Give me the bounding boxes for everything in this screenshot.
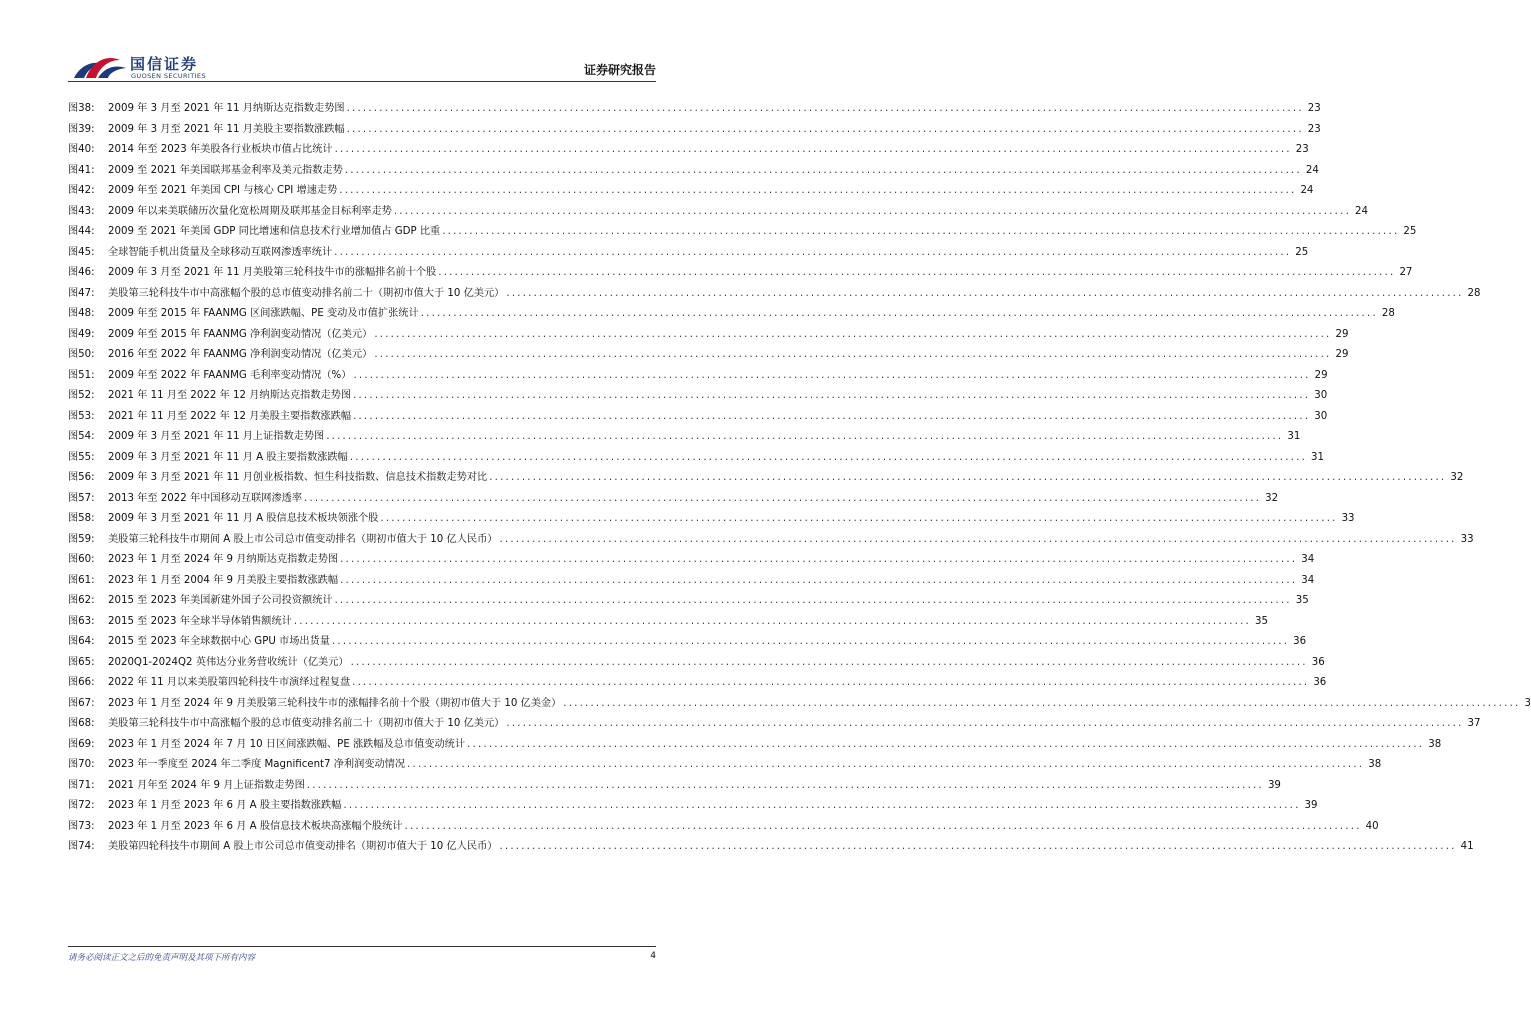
figure-page-number: 38 xyxy=(1368,759,1382,770)
figure-number: 图42: xyxy=(68,185,95,196)
toc-entry[interactable] xyxy=(68,694,1531,715)
dot-leader xyxy=(353,366,1310,387)
toc-entry[interactable] xyxy=(68,653,1325,674)
toc-entry[interactable] xyxy=(68,817,1379,838)
figure-number: 图65: xyxy=(68,656,95,668)
header-divider xyxy=(68,81,656,82)
figure-title: 2023 年 1 月至 2024 年 7 月 10 日区间涨跌幅、PE 涨跌幅及总市值变动统计 xyxy=(108,738,466,750)
figure-number: 图57: xyxy=(68,492,95,504)
logo-text-en: GUOSEN SECURITIES xyxy=(131,72,206,80)
figure-title: 2009 年 3 月至 2021 年 11 月上证指数走势图 xyxy=(108,431,325,442)
toc-entry[interactable] xyxy=(68,509,1355,530)
figure-number: 图67: xyxy=(68,697,95,709)
toc-entry[interactable] xyxy=(68,263,1413,284)
figure-number: 图46: xyxy=(68,267,95,278)
figure-title: 2023 年 1 月至 2023 年 6 月 A 股信息技术板块高涨幅个股统计 xyxy=(108,820,403,832)
toc-entry[interactable] xyxy=(68,222,1417,243)
figure-number: 图61: xyxy=(68,574,95,586)
dot-leader xyxy=(374,345,1331,366)
figure-title: 2020Q1-2024Q2 英伟达分业务营收统计（亿美元） xyxy=(108,656,349,668)
figure-page-number: 40 xyxy=(1365,820,1379,832)
toc-entry[interactable] xyxy=(68,202,1368,223)
figure-page-number: 32 xyxy=(1265,492,1279,504)
toc-entry[interactable] xyxy=(68,99,1321,120)
figure-title: 2021 月年至 2024 年 9 月上证指数走势图 xyxy=(108,779,305,791)
dot-leader xyxy=(438,263,1395,284)
figure-page-number: 29 xyxy=(1314,369,1328,381)
footer-disclaimer: 请务必阅读正文之后的免责声明及其项下所有内容 xyxy=(68,953,256,963)
figure-title: 2013 年至 2022 年中国移动互联网渗透率 xyxy=(108,492,303,504)
dot-leader xyxy=(332,632,1289,653)
figure-page-number: 36 xyxy=(1313,677,1327,688)
toc-entry[interactable] xyxy=(68,796,1318,817)
dot-leader xyxy=(499,837,1456,858)
figure-number: 图45: xyxy=(68,246,95,258)
figure-number: 图66: xyxy=(68,677,95,688)
toc-entry[interactable] xyxy=(68,140,1309,161)
dot-leader xyxy=(340,571,1297,592)
figure-page-number: 38 xyxy=(1428,738,1442,750)
figure-title: 2009 年以来美联储历次量化宽松周期及联邦基金目标利率走势 xyxy=(108,205,392,217)
figure-number: 图73: xyxy=(68,820,95,832)
figure-number: 图60: xyxy=(68,554,95,565)
toc-entry[interactable] xyxy=(68,673,1327,694)
figure-number: 图44: xyxy=(68,226,95,237)
toc-entry[interactable] xyxy=(68,550,1315,571)
toc-entry[interactable] xyxy=(68,345,1349,366)
dot-leader xyxy=(335,591,1292,612)
figure-number: 图74: xyxy=(68,841,95,852)
figure-title: 美股第四轮科技牛市期间 A 股上市公司总市值变动排名（期初市值大于 10 亿人民币） xyxy=(108,841,498,852)
dot-leader xyxy=(380,509,1337,530)
figure-number: 图48: xyxy=(68,308,95,319)
figure-title: 2023 年 1 月至 2024 年 9 月纳斯达克指数走势图 xyxy=(108,554,339,565)
dot-leader xyxy=(467,735,1424,756)
figure-title: 美股第三轮科技牛市期间 A 股上市公司总市值变动排名（期初市值大于 10 亿人民币） xyxy=(108,533,498,545)
figure-page-number: 25 xyxy=(1295,246,1309,258)
dot-leader xyxy=(343,796,1300,817)
figure-title: 2009 年 3 月至 2021 年 11 月纳斯达克指数走势图 xyxy=(108,103,345,114)
figure-page-number: 31 xyxy=(1287,431,1301,442)
figure-page-number: 27 xyxy=(1399,267,1413,278)
figure-number: 图43: xyxy=(68,205,95,217)
dot-leader xyxy=(335,140,1292,161)
dot-leader xyxy=(563,694,1520,715)
figure-title: 2021 年 11 月至 2022 年 12 月美股主要指数涨跌幅 xyxy=(108,410,352,422)
figure-page-number: 32 xyxy=(1450,472,1464,483)
figure-number: 图71: xyxy=(68,779,95,791)
figure-page-number: 31 xyxy=(1311,451,1324,463)
figure-number: 图49: xyxy=(68,328,95,340)
dot-leader xyxy=(489,468,1446,489)
toc-entry[interactable] xyxy=(68,530,1474,551)
dot-leader xyxy=(347,120,1304,141)
figure-page-number: 39 xyxy=(1304,800,1318,811)
toc-entry[interactable] xyxy=(68,612,1268,633)
figure-page-number: 33 xyxy=(1341,513,1355,524)
toc-entry[interactable] xyxy=(68,837,1474,858)
toc-entry[interactable] xyxy=(68,755,1382,776)
footer-divider xyxy=(68,946,656,947)
page-number: 4 xyxy=(650,951,656,961)
figure-number: 图50: xyxy=(68,349,95,360)
figure-number: 图39: xyxy=(68,123,95,135)
figure-title: 2022 年 11 月以来美股第四轮科技牛市演绎过程复盘 xyxy=(108,677,351,688)
toc-entry[interactable] xyxy=(68,325,1349,346)
toc-entry[interactable] xyxy=(68,120,1321,141)
dot-leader xyxy=(352,673,1309,694)
dot-leader xyxy=(350,448,1307,469)
figure-page-number: 23 xyxy=(1295,144,1309,155)
figure-title: 2009 年 3 月至 2021 年 11 月 A 股信息技术板块领涨个股 xyxy=(108,513,379,524)
dot-leader xyxy=(351,653,1308,674)
figure-page-number: 35 xyxy=(1254,615,1268,627)
figure-title: 2009 年 3 月至 2021 年 11 月美股第三轮科技牛市的涨幅排名前十个股 xyxy=(108,267,437,278)
toc-entry[interactable] xyxy=(68,243,1309,264)
figure-title: 2009 年至 2022 年 FAANMG 毛利率变动情况（%） xyxy=(108,369,352,381)
guosen-logo-icon xyxy=(70,50,130,84)
dot-leader xyxy=(339,181,1296,202)
dot-leader xyxy=(326,427,1283,448)
figure-title: 2023 年一季度至 2024 年二季度 Magnificent7 净利润变动情况 xyxy=(108,759,406,770)
figure-title: 2015 至 2023 年全球数据中心 GPU 市场出货量 xyxy=(108,636,330,647)
figure-number: 图53: xyxy=(68,410,95,422)
report-type-label: 证券研究报告 xyxy=(583,63,656,77)
figure-title: 2009 年 3 月至 2021 年 11 月 A 股主要指数涨跌幅 xyxy=(108,451,348,463)
toc-entry[interactable] xyxy=(68,714,1481,735)
figure-number: 图40: xyxy=(68,144,95,155)
figure-page-number: 3 xyxy=(1524,697,1531,709)
dot-leader xyxy=(345,161,1302,182)
toc-entry[interactable] xyxy=(68,776,1281,797)
figure-number: 图52: xyxy=(68,390,95,401)
figure-title: 美股第三轮科技牛市中高涨幅个股的总市值变动排名前二十（期初市值大于 10 亿美元） xyxy=(108,718,505,729)
figure-number: 图54: xyxy=(68,431,95,442)
figure-title: 2014 年至 2023 年美股各行业板块市值占比统计 xyxy=(108,144,333,155)
figure-number: 图68: xyxy=(68,718,95,729)
toc-entry[interactable] xyxy=(68,181,1314,202)
toc-entry[interactable] xyxy=(68,427,1301,448)
figure-title: 2009 年 3 月至 2021 年 11 月美股主要指数涨跌幅 xyxy=(108,123,345,135)
figure-index-list xyxy=(68,99,1531,858)
dot-leader xyxy=(340,550,1297,571)
figure-title: 2023 年 1 月至 2004 年 9 月美股主要指数涨跌幅 xyxy=(108,574,339,586)
dot-leader xyxy=(421,304,1378,325)
dot-leader xyxy=(307,776,1264,797)
figure-page-number: 29 xyxy=(1335,328,1349,340)
toc-entry[interactable] xyxy=(68,468,1464,489)
figure-number: 图70: xyxy=(68,759,95,770)
figure-page-number: 37 xyxy=(1467,718,1481,729)
figure-number: 图64: xyxy=(68,636,95,647)
figure-page-number: 41 xyxy=(1460,841,1474,852)
figure-title: 2009 至 2021 年美国联邦基金利率及美元指数走势 xyxy=(108,164,343,176)
figure-page-number: 28 xyxy=(1381,308,1395,319)
figure-number: 图63: xyxy=(68,615,95,627)
figure-number: 图58: xyxy=(68,513,95,524)
dot-leader xyxy=(374,325,1331,346)
figure-title: 2009 年至 2015 年 FAANMG 区间涨跌幅、PE 变动及市值扩张统计 xyxy=(108,308,419,319)
figure-title: 2023 年 1 月至 2024 年 9 月美股第三轮科技牛市的涨幅排名前十个股（期初市值大于 10 亿美金） xyxy=(108,697,562,709)
figure-page-number: 23 xyxy=(1307,123,1321,135)
dot-leader xyxy=(334,243,1291,264)
toc-entry[interactable] xyxy=(68,304,1395,325)
figure-title: 全球智能手机出货量及全球移动互联网渗透率统计 xyxy=(108,246,333,258)
toc-entry[interactable] xyxy=(68,386,1328,407)
figure-number: 图55: xyxy=(68,451,95,463)
dot-leader xyxy=(353,407,1310,428)
figure-title: 2009 年至 2015 年 FAANMG 净利润变动情况（亿美元） xyxy=(108,328,373,340)
figure-page-number: 24 xyxy=(1305,164,1319,176)
dot-leader xyxy=(347,99,1304,120)
figure-page-number: 39 xyxy=(1267,779,1281,791)
figure-page-number: 36 xyxy=(1293,636,1307,647)
toc-entry[interactable] xyxy=(68,448,1324,469)
figure-page-number: 23 xyxy=(1307,103,1321,114)
figure-number: 图56: xyxy=(68,472,95,483)
figure-number: 图38: xyxy=(68,103,95,114)
figure-page-number: 33 xyxy=(1460,533,1474,545)
guosen-logo xyxy=(70,50,205,84)
toc-entry[interactable] xyxy=(68,632,1307,653)
toc-entry[interactable] xyxy=(68,366,1328,387)
dot-leader xyxy=(394,202,1351,223)
figure-page-number: 24 xyxy=(1300,185,1314,196)
figure-title: 美股第三轮科技牛市中高涨幅个股的总市值变动排名前二十（期初市值大于 10 亿美元） xyxy=(108,287,505,299)
figure-page-number: 29 xyxy=(1335,349,1349,360)
figure-page-number: 25 xyxy=(1403,226,1417,237)
dot-leader xyxy=(304,489,1261,510)
figure-page-number: 36 xyxy=(1311,656,1325,668)
dot-leader xyxy=(442,222,1399,243)
toc-entry[interactable] xyxy=(68,571,1315,592)
figure-number: 图51: xyxy=(68,369,95,381)
figure-page-number: 34 xyxy=(1301,554,1315,565)
figure-page-number: 30 xyxy=(1314,410,1328,422)
dot-leader xyxy=(405,817,1362,838)
toc-entry[interactable] xyxy=(68,161,1319,182)
figure-number: 图41: xyxy=(68,164,95,176)
figure-page-number: 34 xyxy=(1301,574,1315,586)
toc-entry[interactable] xyxy=(68,489,1279,510)
figure-title: 2021 年 11 月至 2022 年 12 月纳斯达克指数走势图 xyxy=(108,390,352,401)
toc-entry[interactable] xyxy=(68,407,1328,428)
dot-leader xyxy=(506,714,1463,735)
figure-number: 图47: xyxy=(68,287,95,299)
figure-number: 图72: xyxy=(68,800,95,811)
figure-number: 图62: xyxy=(68,595,95,606)
dot-leader xyxy=(506,284,1463,305)
figure-page-number: 35 xyxy=(1295,595,1309,606)
figure-page-number: 30 xyxy=(1314,390,1328,401)
toc-entry[interactable] xyxy=(68,591,1309,612)
figure-title: 2009 年至 2021 年美国 CPI 与核心 CPI 增速走势 xyxy=(108,185,338,196)
figure-title: 2009 至 2021 年美国 GDP 同比增速和信息技术行业增加值占 GDP 比重 xyxy=(108,226,441,237)
dot-leader xyxy=(353,386,1310,407)
dot-leader xyxy=(407,755,1364,776)
logo-text-cn: 国信证券 xyxy=(130,55,199,73)
dot-leader xyxy=(499,530,1456,551)
figure-title: 2015 至 2023 年全球半导体销售额统计 xyxy=(108,615,292,627)
toc-entry[interactable] xyxy=(68,735,1442,756)
figure-page-number: 24 xyxy=(1355,205,1368,217)
figure-number: 图69: xyxy=(68,738,95,750)
toc-entry[interactable] xyxy=(68,284,1481,305)
page-header xyxy=(0,0,724,90)
figure-title: 2023 年 1 月至 2023 年 6 月 A 股主要指数涨跌幅 xyxy=(108,800,342,811)
figure-page-number: 28 xyxy=(1467,287,1481,299)
figure-title: 2015 至 2023 年美国新建外国子公司投资额统计 xyxy=(108,595,333,606)
figure-title: 2009 年 3 月至 2021 年 11 月创业板指数、恒生科技指数、信息技术指数走势对比 xyxy=(108,472,488,483)
dot-leader xyxy=(294,612,1251,633)
figure-title: 2016 年至 2022 年 FAANMG 净利润变动情况（亿美元） xyxy=(108,349,373,360)
figure-number: 图59: xyxy=(68,533,95,545)
